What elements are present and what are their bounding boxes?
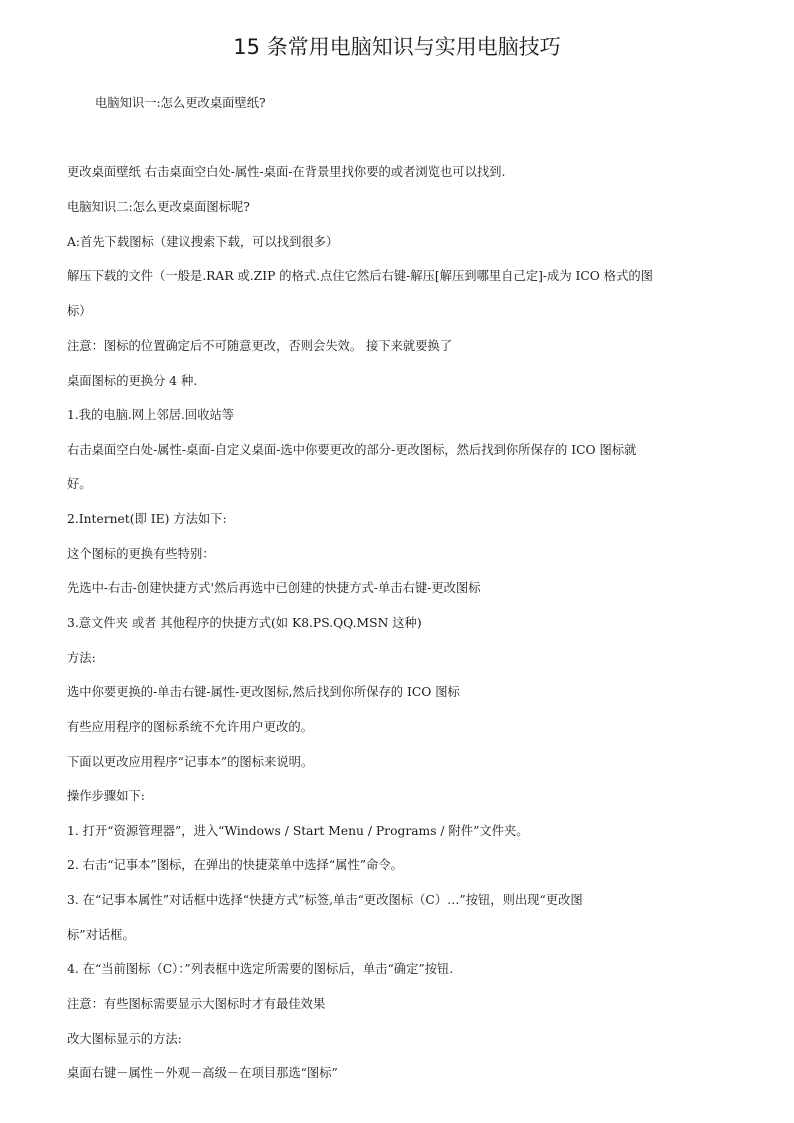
page-title: 15 条常用电脑知识与实用电脑技巧 <box>233 35 561 59</box>
paragraph-line: 电脑知识二:怎么更改桌面图标呢? <box>67 200 250 214</box>
paragraph-line: 右击桌面空白处-属性-桌面-自定义桌面-选中你要更改的部分-更改图标，然后找到你所保存的 ICO 图标就 <box>67 443 637 457</box>
paragraph-line: 3. 在“记事本属性”对话框中选择“快捷方式”标签,单击“更改图标（C）…”按钮，则出现“更改图 <box>67 893 583 907</box>
paragraph-line: 好。 <box>67 477 92 491</box>
paragraph-line: A:首先下载图标（建议搜索下载，可以找到很多） <box>67 235 339 249</box>
paragraph-line: 改大图标显示的方法: <box>67 1032 182 1046</box>
paragraph-line: 这个图标的更换有些特别： <box>67 547 215 561</box>
paragraph-line: 方法: <box>67 651 96 665</box>
paragraph-line: 2. 右击“记事本”图标，在弹出的快捷菜单中选择“属性”命令。 <box>67 858 403 872</box>
paragraph-line: 标”对话框。 <box>67 928 135 942</box>
paragraph-line: 先选中-右击-创建快捷方式'然后再选中已创建的快捷方式-单击右键-更改图标 <box>67 581 481 595</box>
paragraph-line: 1.我的电脑.网上邻居.回收站等 <box>67 408 235 422</box>
paragraph-line: 解压下载的文件（一般是.RAR 或.ZIP 的格式.点住它然后右键-解压[解压到哪里自己定]-成为 ICO 格式的图 <box>67 269 653 283</box>
paragraph-line: 有些应用程序的图标系统不允许用户更改的。 <box>67 720 313 734</box>
paragraph-line: 3.意文件夹 或者 其他程序的快捷方式(如 K8.PS.QQ.MSN 这种) <box>67 616 422 630</box>
paragraph-line: 标） <box>67 304 92 318</box>
paragraph-line: 桌面图标的更换分 4 种. <box>67 374 198 388</box>
paragraph-line: 注意：图标的位置确定后不可随意更改，否则会失效。 接下来就要换了 <box>67 339 453 353</box>
paragraph-line: 注意：有些图标需要显示大图标时才有最佳效果 <box>67 997 326 1011</box>
paragraph-line: 1. 打开“资源管理器”，进入“Windows / Start Menu / Programs / 附件”文件夹。 <box>67 824 529 838</box>
paragraph-line: 操作步骤如下: <box>67 789 145 803</box>
paragraph-line: 桌面右键－属性－外观－高级－在项目那选“图标” <box>67 1066 338 1080</box>
paragraph-line: 选中你要更换的-单击右键-属性-更改图标,然后找到你所保存的 ICO 图标 <box>67 685 460 699</box>
paragraph-line: 下面以更改应用程序“记事本”的图标来说明。 <box>67 755 314 769</box>
paragraph-line: 电脑知识一:怎么更改桌面壁纸? <box>95 96 266 110</box>
paragraph-line: 4. 在“当前图标（C）：”列表框中选定所需要的图标后，单击“确定”按钮. <box>67 962 454 976</box>
paragraph-line: 更改桌面壁纸 右击桌面空白处-属性-桌面-在背景里找你要的或者浏览也可以找到. <box>67 165 506 179</box>
paragraph-line: 2.Internet(即 IE) 方法如下: <box>67 512 227 526</box>
